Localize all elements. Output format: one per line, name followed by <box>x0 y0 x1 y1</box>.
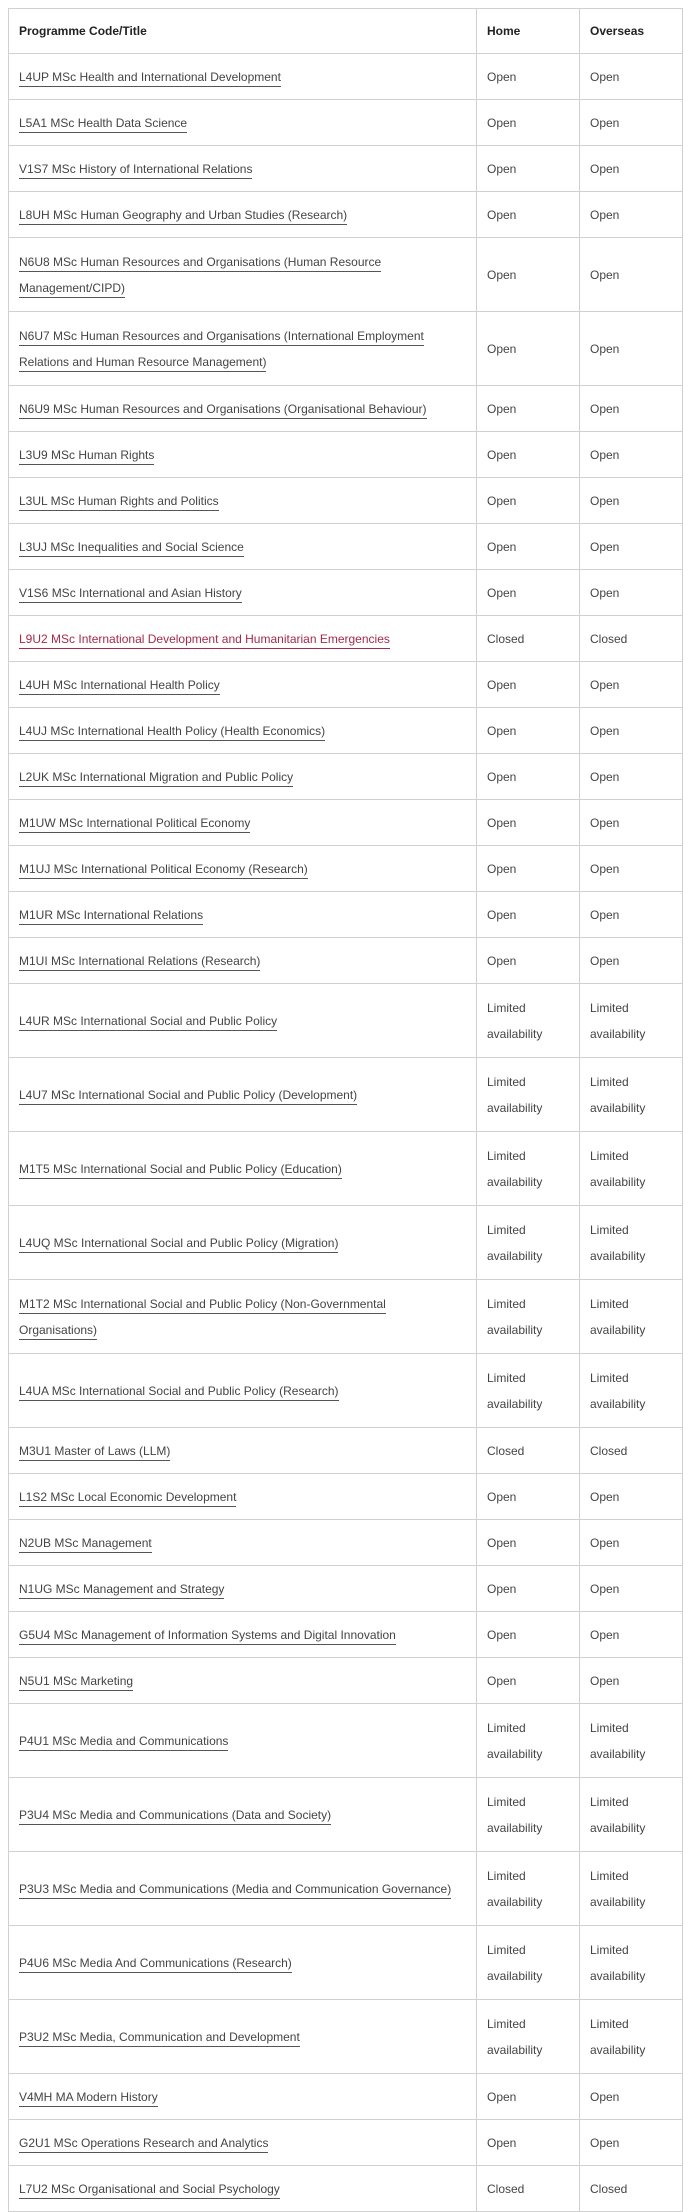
programme-link[interactable]: V1S6 MSc International and Asian History <box>19 586 242 603</box>
home-status: Open <box>477 432 580 478</box>
programme-cell <box>9 1704 477 1778</box>
programme-cell <box>9 2166 477 2212</box>
programme-cell <box>9 1778 477 1852</box>
header-programme: Programme Code/Title <box>9 9 477 54</box>
overseas-status: Open <box>580 2074 683 2120</box>
programme-cell <box>9 1206 477 1280</box>
overseas-status: Open <box>580 800 683 846</box>
home-status: Limited availability <box>477 1778 580 1852</box>
programme-link[interactable]: M1UW MSc International Political Economy <box>19 816 250 833</box>
home-status: Limited availability <box>477 1926 580 2000</box>
programme-cell <box>9 1926 477 2000</box>
programme-link[interactable]: V1S7 MSc History of International Relations <box>19 162 252 179</box>
programme-cell <box>9 1280 477 1354</box>
home-status: Open <box>477 192 580 238</box>
programme-cell <box>9 1852 477 1926</box>
programme-link[interactable]: N5U1 MSc Marketing <box>19 1674 133 1691</box>
home-status: Open <box>477 478 580 524</box>
overseas-status: Limited availability <box>580 1354 683 1428</box>
programme-cell <box>9 1520 477 1566</box>
table-row <box>9 892 683 938</box>
overseas-status: Open <box>580 432 683 478</box>
home-status: Open <box>477 708 580 754</box>
table-row <box>9 54 683 100</box>
programme-cell <box>9 754 477 800</box>
overseas-status: Open <box>580 524 683 570</box>
programme-cell <box>9 1354 477 1428</box>
programme-link[interactable]: L4UR MSc International Social and Public Policy <box>19 1014 277 1031</box>
table-row <box>9 662 683 708</box>
table-row <box>9 2166 683 2212</box>
table-row <box>9 1206 683 1280</box>
programme-cell <box>9 2000 477 2074</box>
table-row <box>9 1658 683 1704</box>
table-row <box>9 1428 683 1474</box>
home-status: Limited availability <box>477 1206 580 1280</box>
overseas-status: Open <box>580 892 683 938</box>
programme-link[interactable]: L4UP MSc Health and International Development <box>19 70 281 87</box>
home-status: Open <box>477 100 580 146</box>
programme-link[interactable]: M1UJ MSc International Political Economy (Research) <box>19 862 308 879</box>
programme-link[interactable]: N6U9 MSc Human Resources and Organisations (Organisational Behaviour) <box>19 402 427 419</box>
overseas-status: Open <box>580 846 683 892</box>
table-row <box>9 1354 683 1428</box>
table-row <box>9 754 683 800</box>
overseas-status: Limited availability <box>580 1058 683 1132</box>
programme-cell <box>9 1428 477 1474</box>
table-row <box>9 524 683 570</box>
home-status: Open <box>477 312 580 386</box>
overseas-status: Open <box>580 1520 683 1566</box>
table-row <box>9 1704 683 1778</box>
programme-cell <box>9 54 477 100</box>
table-row <box>9 1612 683 1658</box>
overseas-status: Closed <box>580 616 683 662</box>
programme-link[interactable]: P4U6 MSc Media And Communications (Research) <box>19 1956 292 1973</box>
home-status: Limited availability <box>477 2000 580 2074</box>
table-row <box>9 2074 683 2120</box>
table-row <box>9 1926 683 2000</box>
table-row <box>9 984 683 1058</box>
table-row <box>9 708 683 754</box>
overseas-status: Closed <box>580 1428 683 1474</box>
table-row <box>9 1280 683 1354</box>
table-row <box>9 478 683 524</box>
programme-link[interactable]: M1T5 MSc International Social and Public Policy (Education) <box>19 1162 342 1179</box>
table-row <box>9 1520 683 1566</box>
programme-cell <box>9 662 477 708</box>
programme-link[interactable]: L4UQ MSc International Social and Public Policy (Migration) <box>19 1236 338 1253</box>
table-row <box>9 2120 683 2166</box>
table-row <box>9 1132 683 1206</box>
programme-cell <box>9 570 477 616</box>
overseas-status: Open <box>580 1566 683 1612</box>
overseas-status: Limited availability <box>580 1280 683 1354</box>
programme-cell <box>9 1566 477 1612</box>
programme-link[interactable]: N6U8 MSc Human Resources and Organisations (Human Resource Management/CIPD) <box>19 255 381 298</box>
overseas-status: Limited availability <box>580 1132 683 1206</box>
programme-link[interactable]: V4MH MA Modern History <box>19 2090 158 2107</box>
programme-cell <box>9 386 477 432</box>
home-status: Closed <box>477 1428 580 1474</box>
home-status: Open <box>477 1520 580 1566</box>
overseas-status: Open <box>580 192 683 238</box>
home-status: Open <box>477 2120 580 2166</box>
overseas-status: Open <box>580 662 683 708</box>
table-row <box>9 570 683 616</box>
overseas-status: Open <box>580 238 683 312</box>
overseas-status: Open <box>580 312 683 386</box>
overseas-status: Limited availability <box>580 1852 683 1926</box>
programme-availability-table <box>8 8 683 2212</box>
home-status: Open <box>477 146 580 192</box>
table-row <box>9 800 683 846</box>
table-row <box>9 1852 683 1926</box>
programme-link[interactable]: L7U2 MSc Organisational and Social Psychology <box>19 2182 280 2199</box>
table-row <box>9 432 683 478</box>
programme-link[interactable]: M1UR MSc International Relations <box>19 908 203 925</box>
programme-cell <box>9 432 477 478</box>
table-row <box>9 386 683 432</box>
programme-link[interactable]: P3U2 MSc Media, Communication and Development <box>19 2030 300 2047</box>
table-row <box>9 146 683 192</box>
home-status: Limited availability <box>477 1280 580 1354</box>
programme-link[interactable]: N2UB MSc Management <box>19 1536 152 1553</box>
overseas-status: Open <box>580 100 683 146</box>
programme-cell <box>9 238 477 312</box>
programme-link[interactable]: M3U1 Master of Laws (LLM) <box>19 1444 170 1461</box>
home-status: Closed <box>477 616 580 662</box>
home-status: Open <box>477 570 580 616</box>
home-status: Open <box>477 800 580 846</box>
home-status: Open <box>477 54 580 100</box>
programme-cell <box>9 1474 477 1520</box>
home-status: Limited availability <box>477 1058 580 1132</box>
programme-link[interactable]: L8UH MSc Human Geography and Urban Studies (Research) <box>19 208 347 225</box>
programme-link[interactable]: G2U1 MSc Operations Research and Analytics <box>19 2136 268 2153</box>
table-row <box>9 2000 683 2074</box>
overseas-status: Limited availability <box>580 984 683 1058</box>
programme-cell <box>9 800 477 846</box>
table-row <box>9 938 683 984</box>
programme-link[interactable]: L3UL MSc Human Rights and Politics <box>19 494 219 511</box>
programme-link[interactable]: P3U3 MSc Media and Communications (Media and Communication Governance) <box>19 1882 451 1899</box>
table-row <box>9 1474 683 1520</box>
header-overseas: Overseas <box>580 9 683 54</box>
programme-link[interactable]: P4U1 MSc Media and Communications <box>19 1734 228 1751</box>
programme-link[interactable]: P3U4 MSc Media and Communications (Data and Society) <box>19 1808 331 1825</box>
programme-link-highlighted[interactable]: L9U2 MSc International Development and Humanitarian Emergencies <box>19 632 390 649</box>
programme-cell <box>9 478 477 524</box>
programme-cell <box>9 938 477 984</box>
overseas-status: Open <box>580 570 683 616</box>
overseas-status: Limited availability <box>580 1704 683 1778</box>
programme-link[interactable]: G5U4 MSc Management of Information Systems and Digital Innovation <box>19 1628 396 1645</box>
table-row <box>9 1058 683 1132</box>
home-status: Open <box>477 754 580 800</box>
home-status: Open <box>477 2074 580 2120</box>
programme-cell <box>9 2074 477 2120</box>
table-row <box>9 192 683 238</box>
overseas-status: Limited availability <box>580 2000 683 2074</box>
programme-cell <box>9 146 477 192</box>
home-status: Open <box>477 1566 580 1612</box>
overseas-status: Open <box>580 54 683 100</box>
programme-cell <box>9 708 477 754</box>
programme-cell <box>9 846 477 892</box>
programme-cell <box>9 1612 477 1658</box>
table-row <box>9 1778 683 1852</box>
programme-cell <box>9 1058 477 1132</box>
overseas-status: Open <box>580 1474 683 1520</box>
programme-link[interactable]: L4UJ MSc International Health Policy (Health Economics) <box>19 724 325 741</box>
home-status: Open <box>477 846 580 892</box>
overseas-status: Open <box>580 938 683 984</box>
programme-cell <box>9 100 477 146</box>
programme-link[interactable]: L4U7 MSc International Social and Public Policy (Development) <box>19 1088 357 1105</box>
overseas-status: Open <box>580 386 683 432</box>
home-status: Open <box>477 524 580 570</box>
programme-cell <box>9 984 477 1058</box>
programme-link[interactable]: L2UK MSc International Migration and Public Policy <box>19 770 293 787</box>
programme-link[interactable]: M1T2 MSc International Social and Public Policy (Non-Governmental Organisations) <box>19 1297 386 1340</box>
home-status: Limited availability <box>477 1132 580 1206</box>
overseas-status: Limited availability <box>580 1926 683 2000</box>
home-status: Open <box>477 892 580 938</box>
table-row <box>9 846 683 892</box>
programme-link[interactable]: L3U9 MSc Human Rights <box>19 448 154 465</box>
home-status: Open <box>477 238 580 312</box>
home-status: Open <box>477 1474 580 1520</box>
overseas-status: Open <box>580 754 683 800</box>
home-status: Limited availability <box>477 984 580 1058</box>
home-status: Open <box>477 938 580 984</box>
table-row <box>9 616 683 662</box>
overseas-status: Open <box>580 478 683 524</box>
overseas-status: Closed <box>580 2166 683 2212</box>
programme-cell <box>9 2120 477 2166</box>
programme-cell <box>9 312 477 386</box>
programme-cell <box>9 616 477 662</box>
table-body <box>9 54 683 2212</box>
overseas-status: Open <box>580 1658 683 1704</box>
overseas-status: Open <box>580 1612 683 1658</box>
home-status: Open <box>477 1658 580 1704</box>
table-row <box>9 312 683 386</box>
programme-link[interactable]: L4UA MSc International Social and Public Policy (Research) <box>19 1384 339 1401</box>
overseas-status: Limited availability <box>580 1778 683 1852</box>
programme-link[interactable]: L5A1 MSc Health Data Science <box>19 116 187 133</box>
header-home: Home <box>477 9 580 54</box>
overseas-status: Open <box>580 146 683 192</box>
programme-cell <box>9 524 477 570</box>
table-row <box>9 100 683 146</box>
overseas-status: Open <box>580 2120 683 2166</box>
programme-link[interactable]: N1UG MSc Management and Strategy <box>19 1582 224 1599</box>
home-status: Limited availability <box>477 1354 580 1428</box>
programme-cell <box>9 1132 477 1206</box>
programme-link[interactable]: L4UH MSc International Health Policy <box>19 678 220 695</box>
programme-link[interactable]: L3UJ MSc Inequalities and Social Science <box>19 540 244 557</box>
programme-link[interactable]: M1UI MSc International Relations (Research) <box>19 954 260 971</box>
home-status: Open <box>477 1612 580 1658</box>
programme-cell <box>9 192 477 238</box>
home-status: Limited availability <box>477 1852 580 1926</box>
programme-cell <box>9 892 477 938</box>
table-header-row <box>9 9 683 54</box>
home-status: Closed <box>477 2166 580 2212</box>
home-status: Limited availability <box>477 1704 580 1778</box>
programme-link[interactable]: L1S2 MSc Local Economic Development <box>19 1490 236 1507</box>
home-status: Open <box>477 386 580 432</box>
home-status: Open <box>477 662 580 708</box>
overseas-status: Limited availability <box>580 1206 683 1280</box>
table-row <box>9 238 683 312</box>
overseas-status: Open <box>580 708 683 754</box>
programme-link[interactable]: N6U7 MSc Human Resources and Organisations (International Employment Relations and Human Resource Management) <box>19 329 424 372</box>
table-row <box>9 1566 683 1612</box>
programme-cell <box>9 1658 477 1704</box>
